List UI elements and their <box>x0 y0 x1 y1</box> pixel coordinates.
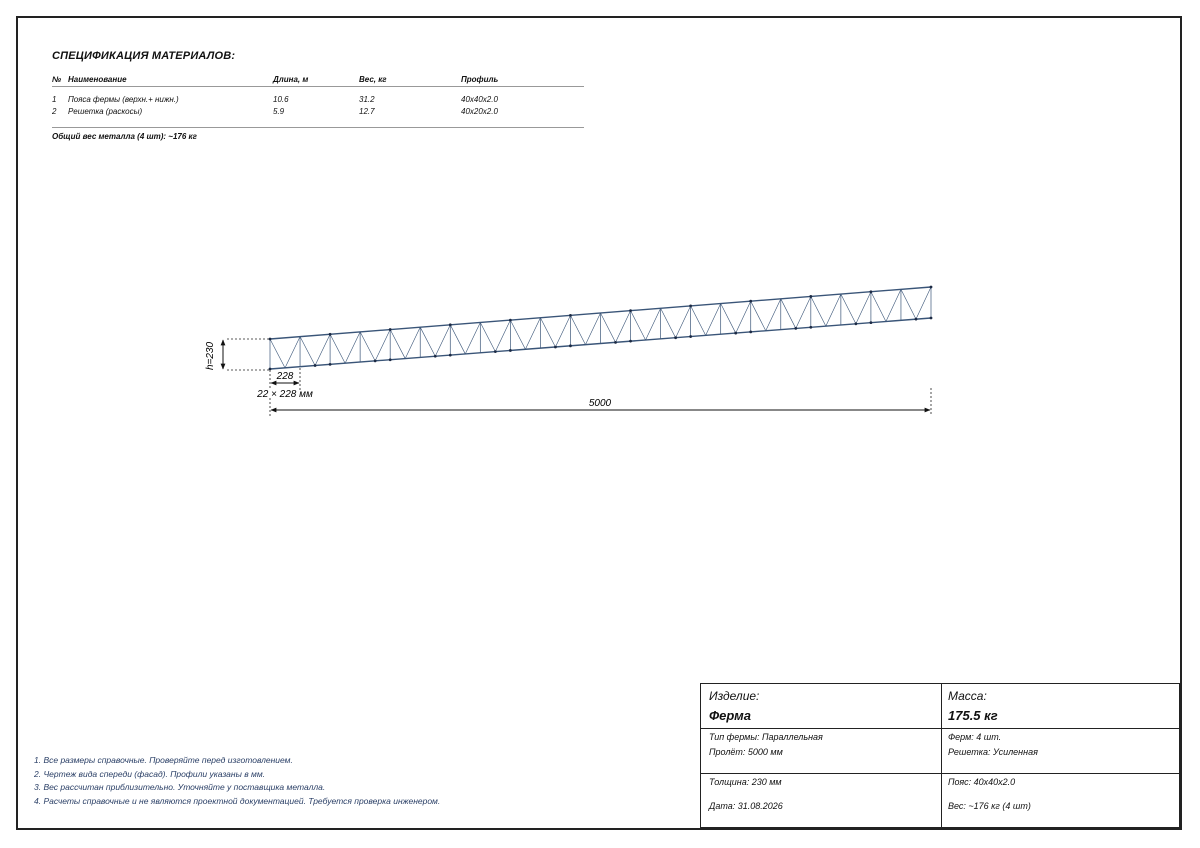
diagonal-member <box>766 299 781 331</box>
truss-node <box>389 358 392 361</box>
diagonal-member <box>646 308 661 340</box>
title-block <box>700 683 1180 828</box>
diagonal-member <box>315 334 330 365</box>
truss-node <box>569 314 572 317</box>
col-weight: Вес, кг <box>359 74 387 84</box>
cell-no: 2 <box>52 106 57 116</box>
chord-value: Пояс: 40x40x2.0 <box>948 777 1016 787</box>
cell-no: 1 <box>52 94 57 104</box>
height-label: h=230 <box>205 341 216 371</box>
truss-node <box>329 363 332 366</box>
truss-node <box>854 322 857 325</box>
diagonal-member <box>330 334 345 363</box>
diagonal-member <box>691 306 706 335</box>
diagonal-member <box>811 296 826 326</box>
diagonal-member <box>375 330 390 361</box>
panels-count-label: 22 × 228 мм <box>257 389 313 400</box>
diagonal-member <box>390 330 405 359</box>
diagonal-member <box>540 318 555 347</box>
diagonal-member <box>886 289 901 321</box>
mass-value: 175.5 кг <box>948 708 998 723</box>
diagonal-member <box>585 313 600 345</box>
diagonal-member <box>661 308 676 337</box>
diagonal-member <box>495 320 510 352</box>
truss-node <box>689 335 692 338</box>
mass-label: Масса: <box>948 689 987 703</box>
diagonal-member <box>285 337 300 368</box>
title-block-row-line <box>701 773 1181 774</box>
truss-type: Тип фермы: Параллельная <box>709 732 823 742</box>
diagonal-member <box>525 318 540 350</box>
diagonal-member <box>901 289 916 319</box>
diagonal-member <box>841 294 856 324</box>
truss-node <box>449 323 452 326</box>
truss-node <box>374 359 377 362</box>
diagonal-member <box>736 301 751 333</box>
diagonal-member <box>916 287 931 319</box>
weight-value: Вес: ~176 кг (4 шт) <box>948 801 1031 811</box>
diagonal-member <box>751 301 766 331</box>
diagonal-member <box>465 322 480 353</box>
diagonal-member <box>405 327 420 358</box>
truss-node <box>509 319 512 322</box>
span-label: 5000 <box>588 398 612 409</box>
diagonal-member <box>601 313 616 342</box>
note-line: 2. Чертеж вида спереди (фасад). Профили указаны в мм. <box>34 768 266 779</box>
truss-node <box>629 340 632 343</box>
truss-node <box>269 368 272 371</box>
cell-length: 10.6 <box>273 94 289 104</box>
diagonal-member <box>300 337 315 366</box>
diagonal-member <box>721 304 736 334</box>
spec-title: СПЕЦИФИКАЦИЯ МАТЕРИАЛОВ: <box>52 50 236 62</box>
panel-label: 228 <box>276 371 294 382</box>
cell-profile: 40x20x2.0 <box>461 106 498 116</box>
cell-weight: 31.2 <box>359 94 375 104</box>
diagonal-member <box>360 332 375 361</box>
truss-node <box>629 309 632 312</box>
diagonal-member <box>676 306 691 338</box>
truss-node <box>915 318 918 321</box>
span-value: Пролёт: 5000 мм <box>709 747 783 757</box>
diagonal-member <box>450 325 465 354</box>
cell-weight: 12.7 <box>359 106 375 116</box>
truss-node <box>434 355 437 358</box>
lattice-type: Решетка: Усиленная <box>948 747 1038 757</box>
truss-node <box>569 344 572 347</box>
diagonal-member <box>570 315 585 344</box>
product-label: Изделие: <box>709 689 760 703</box>
col-name: Наименование <box>68 74 127 84</box>
cell-profile: 40x40x2.0 <box>461 94 498 104</box>
diagonal-member <box>345 332 360 363</box>
diagonal-member <box>826 294 841 326</box>
thickness-value: Толщина: 230 мм <box>709 777 782 787</box>
truss-node <box>509 349 512 352</box>
truss-node <box>689 305 692 308</box>
truss-node <box>809 326 812 329</box>
truss-node <box>554 346 557 349</box>
truss-count: Ферм: 4 шт. <box>948 732 1002 742</box>
general-notes <box>34 754 440 808</box>
note-line: 3. Вес рассчитан приблизительно. Уточняйте у поставщика металла. <box>34 782 326 792</box>
truss-node <box>749 331 752 334</box>
truss-node <box>870 290 873 293</box>
diagonal-member <box>856 292 871 324</box>
spec-total: Общий вес металла (4 шт): ~176 кг <box>52 132 197 141</box>
diagonal-member <box>555 315 570 347</box>
title-block-divider <box>941 684 942 828</box>
truss-node <box>674 336 677 339</box>
cell-length: 5.9 <box>273 106 285 116</box>
diagonal-member <box>616 311 631 343</box>
truss-node <box>449 354 452 357</box>
cell-name: Решетка (раскосы) <box>68 106 143 116</box>
diagonal-member <box>706 304 721 336</box>
date-value: Дата: 31.08.2026 <box>709 801 783 811</box>
truss-node <box>749 300 752 303</box>
truss-node <box>314 364 317 367</box>
truss-node <box>930 317 933 320</box>
truss-node <box>794 327 797 330</box>
truss-node <box>614 341 617 344</box>
diagonal-member <box>631 311 646 340</box>
height-dimension <box>205 339 270 370</box>
title-block-row-line <box>701 728 1181 729</box>
diagonal-member <box>270 339 285 368</box>
truss-node <box>329 333 332 336</box>
note-line: 1. Все размеры справочные. Проверяйте перед изготовлением. <box>34 755 293 765</box>
diagonal-member <box>510 320 525 349</box>
truss-node <box>734 332 737 335</box>
truss-node <box>870 321 873 324</box>
diagonal-member <box>871 292 886 322</box>
diagonal-member <box>435 325 450 356</box>
diagonal-member <box>796 296 811 328</box>
col-profile: Профиль <box>461 74 499 84</box>
truss-node <box>809 295 812 298</box>
diagonal-member <box>420 327 435 356</box>
note-line: 4. Расчеты справочные и не являются проектной документацией. Требуется проверка инженером. <box>34 795 441 806</box>
diagonal-member <box>781 299 796 329</box>
col-no: № <box>52 74 62 84</box>
truss-node <box>494 350 497 353</box>
diagonal-member <box>480 322 495 351</box>
span-dimension <box>270 388 931 416</box>
truss-elevation <box>269 286 933 371</box>
col-length: Длина, м <box>273 74 309 84</box>
product-value: Ферма <box>709 708 751 723</box>
panel-dimension <box>256 368 313 400</box>
cell-name: Пояса фермы (верхн.+ нижн.) <box>68 94 179 104</box>
truss-node <box>930 286 933 289</box>
truss-node <box>389 328 392 331</box>
